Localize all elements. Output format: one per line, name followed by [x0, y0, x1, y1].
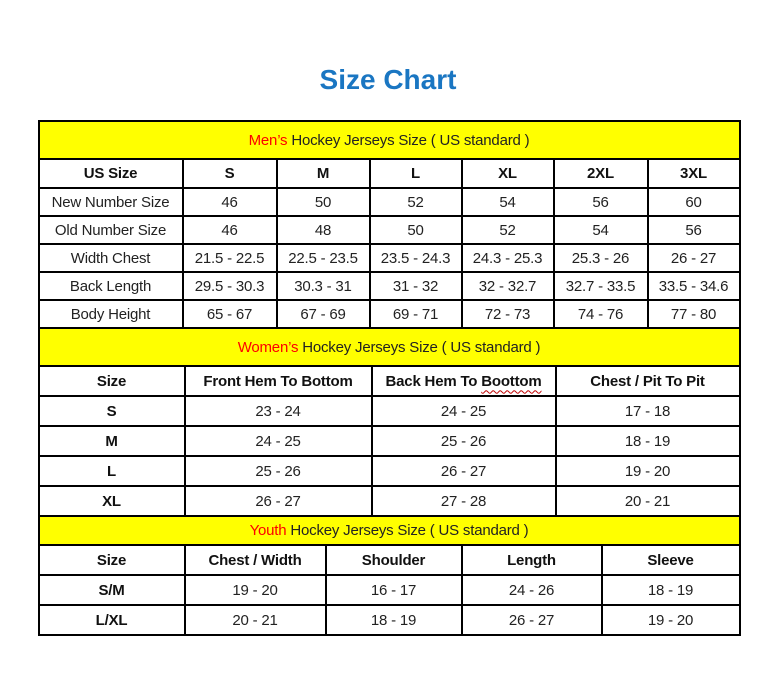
column-header: XL	[462, 159, 554, 188]
size-value: 26 - 27	[648, 244, 740, 272]
column-header: Front Hem To Bottom	[185, 366, 372, 396]
column-header: 2XL	[554, 159, 648, 188]
column-header: 3XL	[648, 159, 740, 188]
size-value: 54	[462, 188, 554, 216]
size-value: 77 - 80	[648, 300, 740, 328]
misspelled-word: Boottom	[481, 372, 542, 390]
table-row	[39, 272, 740, 300]
size-value: 69 - 71	[370, 300, 462, 328]
column-header: Size	[39, 366, 185, 396]
size-value: 54	[554, 216, 648, 244]
table-row	[39, 486, 740, 516]
column-header: S	[183, 159, 277, 188]
section-highlight-text: Men’s	[248, 131, 288, 149]
size-value: 18 - 19	[602, 575, 740, 605]
size-value: 31 - 32	[370, 272, 462, 300]
size-value: 20 - 21	[185, 605, 326, 635]
page-title: Size Chart	[319, 64, 457, 95]
size-value: 25 - 26	[372, 426, 556, 456]
section-header-row	[39, 516, 740, 545]
section-highlight-text: Youth	[249, 522, 287, 539]
size-value: 26 - 27	[185, 486, 372, 516]
section-header-row	[39, 328, 740, 366]
size-value: 50	[277, 188, 370, 216]
column-header: Length	[462, 545, 602, 575]
section-header	[39, 328, 740, 366]
size-value: 60	[648, 188, 740, 216]
youth-size-table	[38, 515, 741, 636]
row-label: Body Height	[39, 300, 183, 328]
table-row	[39, 300, 740, 328]
size-value: 19 - 20	[185, 575, 326, 605]
size-value: 52	[462, 216, 554, 244]
size-value: 23.5 - 24.3	[370, 244, 462, 272]
column-header: M	[277, 159, 370, 188]
size-value: 56	[648, 216, 740, 244]
table-row	[39, 605, 740, 635]
size-value: 46	[183, 188, 277, 216]
column-header: US Size	[39, 159, 183, 188]
column-header	[372, 366, 556, 396]
size-value: 23 - 24	[185, 396, 372, 426]
column-header: Chest / Pit To Pit	[556, 366, 740, 396]
size-value: 24 - 26	[462, 575, 602, 605]
size-value: 24.3 - 25.3	[462, 244, 554, 272]
size-chart	[38, 120, 739, 636]
table-row	[39, 396, 740, 426]
size-value: 26 - 27	[372, 456, 556, 486]
size-value: 22.5 - 23.5	[277, 244, 370, 272]
row-label: L	[39, 456, 185, 486]
table-row	[39, 244, 740, 272]
size-value: 72 - 73	[462, 300, 554, 328]
mens-size-table	[38, 120, 741, 329]
column-header-row	[39, 545, 740, 575]
size-value: 24 - 25	[185, 426, 372, 456]
size-value: 32.7 - 33.5	[554, 272, 648, 300]
size-value: 30.3 - 31	[277, 272, 370, 300]
womens-size-table	[38, 327, 741, 517]
size-value: 74 - 76	[554, 300, 648, 328]
size-value: 50	[370, 216, 462, 244]
row-label: Width Chest	[39, 244, 183, 272]
section-title-text: Hockey Jerseys Size ( US standard )	[286, 522, 529, 539]
section-header	[39, 121, 740, 159]
size-value: 32 - 32.7	[462, 272, 554, 300]
row-label: XL	[39, 486, 185, 516]
size-value: 21.5 - 22.5	[183, 244, 277, 272]
column-header: Size	[39, 545, 185, 575]
row-label: Back Length	[39, 272, 183, 300]
size-value: 48	[277, 216, 370, 244]
column-header: Chest / Width	[185, 545, 326, 575]
size-value: 25 - 26	[185, 456, 372, 486]
size-value: 16 - 17	[326, 575, 462, 605]
section-header	[39, 516, 740, 545]
size-value: 20 - 21	[556, 486, 740, 516]
size-value: 46	[183, 216, 277, 244]
table-row	[39, 575, 740, 605]
size-value: 19 - 20	[556, 456, 740, 486]
size-value: 25.3 - 26	[554, 244, 648, 272]
section-highlight-text: Women’s	[237, 338, 299, 356]
row-label: L/XL	[39, 605, 185, 635]
column-header: Sleeve	[602, 545, 740, 575]
row-label: S	[39, 396, 185, 426]
section-header-row	[39, 121, 740, 159]
size-value: 52	[370, 188, 462, 216]
table-row	[39, 216, 740, 244]
row-label: S/M	[39, 575, 185, 605]
column-header-row	[39, 159, 740, 188]
size-value: 27 - 28	[372, 486, 556, 516]
size-value: 19 - 20	[602, 605, 740, 635]
size-value: 33.5 - 34.6	[648, 272, 740, 300]
row-label: Old Number Size	[39, 216, 183, 244]
table-row	[39, 426, 740, 456]
table-row	[39, 188, 740, 216]
column-header: Shoulder	[326, 545, 462, 575]
size-value: 18 - 19	[326, 605, 462, 635]
size-value: 18 - 19	[556, 426, 740, 456]
size-value: 56	[554, 188, 648, 216]
table-row	[39, 456, 740, 486]
size-value: 17 - 18	[556, 396, 740, 426]
size-value: 29.5 - 30.3	[183, 272, 277, 300]
column-header-text: Back Hem To	[385, 372, 482, 390]
size-value: 67 - 69	[277, 300, 370, 328]
section-title-text: Hockey Jerseys Size ( US standard )	[298, 338, 541, 356]
column-header: L	[370, 159, 462, 188]
row-label: M	[39, 426, 185, 456]
column-header-row	[39, 366, 740, 396]
row-label: New Number Size	[39, 188, 183, 216]
size-value: 26 - 27	[462, 605, 602, 635]
size-value: 24 - 25	[372, 396, 556, 426]
size-value: 65 - 67	[183, 300, 277, 328]
section-title-text: Hockey Jerseys Size ( US standard )	[287, 131, 530, 149]
